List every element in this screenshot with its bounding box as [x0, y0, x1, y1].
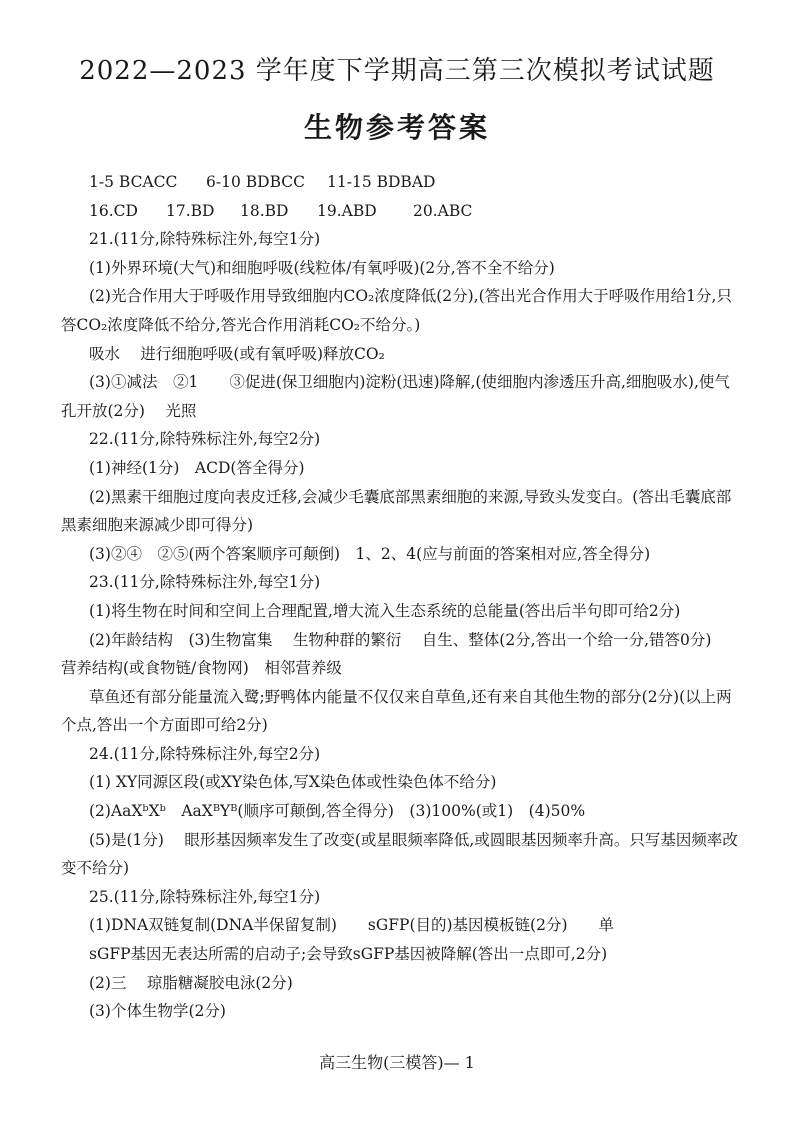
q24-heading: 24.(11分,除特殊标注外,每空2分)	[89, 744, 321, 763]
q23-heading: 23.(11分,除特殊标注外,每空1分)	[89, 573, 321, 592]
mc-answers-row-2	[61, 197, 741, 226]
mc-answer: 18.BD	[240, 201, 289, 220]
q25-part1-cont: sGFP基因无表达所需的启动子;会导致sGFP基因被降解(答出一点即可,2分)	[89, 945, 608, 964]
q21-heading: 21.(11分,除特殊标注外,每空1分)	[89, 230, 321, 249]
q21-part2-extra: 吸水 进行细胞呼吸(或有氧呼吸)释放CO₂	[89, 344, 385, 363]
q23-extra: 草鱼还有部分能量流入鹭;野鸭体内能量不仅仅来自草鱼,还有来自其他生物的部分(2分)(以上两个点,答出一个方面即可给2分)	[61, 687, 732, 735]
answer-key-title: 生物参考答案	[303, 111, 490, 144]
q21-part3: (3)①减法 ②1 ③促进(保卫细胞内)淀粉(迅速)降解,(使细胞内渗透压升高,细胞吸水),使气孔开放(2分) 光照	[61, 373, 730, 420]
q22-part3: (3)②④ ②⑤(两个答案顺序可颠倒) 1、2、4(应与前面的答案相对应,答全得分)	[89, 544, 651, 563]
q24-part5: (5)是(1分) 眼形基因频率发生了改变(或星眼频率降低,或圆眼基因频率升高。只写基因频率改变不给分)	[61, 830, 738, 878]
mc-answer-group: 6-10 BDBCC	[206, 173, 305, 191]
q21-part2: (2)光合作用大于呼吸作用导致细胞内CO₂浓度降低(2分),(答出光合作用大于呼吸作用给1分,只答CO₂浓度降低不给分,答光合作用消耗CO₂不给分。)	[61, 287, 732, 334]
q21-part1: (1)外界环境(大气)和细胞呼吸(线粒体/有氧呼吸)(2分,答不全不给分)	[89, 258, 555, 277]
q25-part2: (2)三 琼脂糖凝胶电泳(2分)	[89, 973, 293, 992]
mc-answer-group: 1-5 BCACC	[89, 173, 178, 191]
mc-answers-row-1	[61, 168, 741, 197]
page-footer: 高三生物(三模答)— 1	[319, 1053, 475, 1072]
answer-body	[61, 168, 741, 1026]
q24-part2-4: (2)AaXᵇXᵇ AaXᴮYᴮ(顺序可颠倒,答全得分) (3)100%(或1) (4)50%	[89, 802, 586, 821]
mc-answer: 20.ABC	[413, 201, 473, 220]
exam-title: 2022—2023 学年度下学期高三第三次模拟考试试题	[79, 56, 715, 86]
q25-part3: (3)个体生物学(2分)	[89, 1002, 226, 1021]
mc-answer: 16.CD	[89, 201, 138, 220]
q22-heading: 22.(11分,除特殊标注外,每空2分)	[89, 430, 321, 449]
mc-answer: 17.BD	[166, 201, 215, 220]
q23-part2-3: (2)年龄结构 (3)生物富集 生物种群的繁衍 自生、整体(2分,答出一个给一分,错答0分) 营养结构(或食物链/食物网) 相邻营养级	[61, 630, 727, 678]
q25-part1: (1)DNA双链复制(DNA半保留复制) sGFP(目的)基因模板链(2分) 单	[89, 916, 614, 935]
mc-answer: 19.ABD	[317, 201, 377, 220]
q22-part1: (1)神经(1分) ACD(答全得分)	[89, 458, 305, 477]
q22-part2: (2)黑素干细胞过度向表皮迁移,会减少毛囊底部黑素细胞的来源,导致头发变白。(答出毛囊底部黑素细胞来源减少即可得分)	[61, 487, 732, 535]
q24-part1: (1) XY同源区段(或XY染色体,写X染色体或性染色体不给分)	[89, 773, 497, 792]
q23-part1: (1)将生物在时间和空间上合理配置,增大流入生态系统的总能量(答出后半句即可给2分)	[89, 601, 681, 620]
mc-answer-group: 11-15 BDBAD	[327, 173, 436, 191]
q25-heading: 25.(11分,除特殊标注外,每空1分)	[89, 887, 321, 906]
